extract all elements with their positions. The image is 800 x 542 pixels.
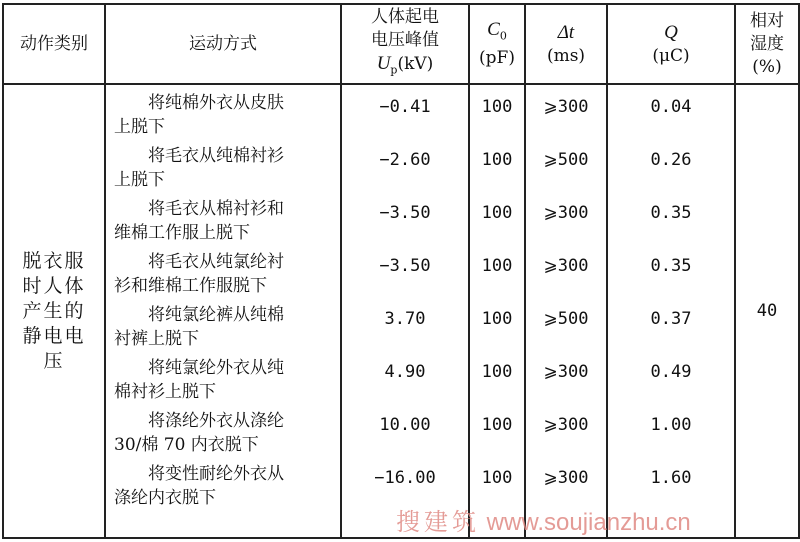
c0-value: 100: [481, 150, 513, 170]
c0-value: 100: [481, 309, 513, 329]
voltage-value: −16.00: [374, 468, 436, 488]
dt-value: ⩾300: [543, 468, 589, 488]
dt-value: ⩾300: [543, 203, 589, 223]
voltage-value: 4.90: [384, 362, 426, 382]
c0-value: 100: [481, 468, 513, 488]
motion-item: 将变性耐纶外衣从 涤纶内衣脱下: [114, 464, 284, 508]
header-voltage: 人体起电 电压峰值 $U_p(kV)$: [341, 4, 469, 84]
q-value: 1.60: [650, 468, 692, 488]
voltage-column: [341, 84, 469, 538]
motion-item: 将毛衣从纯棉衬衫 上脱下: [114, 146, 284, 190]
q-value: 0.49: [650, 362, 692, 382]
q-value: 0.37: [650, 309, 692, 329]
voltage-value: 10.00: [379, 415, 431, 435]
c0-value: 100: [481, 362, 513, 382]
motion-item: 将毛衣从棉衬衫和 维棉工作服上脱下: [114, 199, 284, 243]
q-value: 0.35: [650, 256, 692, 276]
watermark-url: www.soujianzhu.cn: [486, 509, 691, 536]
motion-item: 将涤纶外衣从涤纶 30/棉 70 内衣脱下: [114, 411, 284, 455]
watermark: [396, 502, 691, 537]
motion-item: 将纯氯纶外衣从纯 棉衬衫上脱下: [114, 358, 284, 402]
voltage-value: −3.50: [379, 256, 431, 276]
q-value: 0.26: [650, 150, 692, 170]
dt-value: ⩾500: [543, 150, 589, 170]
header-c0: $C_0$ (pF): [469, 4, 525, 84]
q-value: 1.00: [650, 415, 692, 435]
static-voltage-table: [2, 3, 800, 539]
header-q: Q (μC): [607, 4, 735, 84]
header-category: 动作类别: [3, 4, 105, 84]
motion-column: [105, 84, 341, 538]
watermark-cn: 搜建筑: [396, 509, 480, 536]
voltage-value: 3.70: [384, 309, 426, 329]
c0-value: 100: [481, 415, 513, 435]
header-humidity: 相对 湿度 (%): [735, 4, 799, 84]
voltage-value: −0.41: [379, 97, 431, 117]
motion-item: 将纯棉外衣从皮肤 上脱下: [114, 93, 284, 137]
q-value: 0.35: [650, 203, 692, 223]
header-dt: Δt (ms): [525, 4, 607, 84]
c0-value: 100: [481, 256, 513, 276]
dt-column: [525, 84, 607, 538]
voltage-value: −3.50: [379, 203, 431, 223]
q-value: 0.04: [650, 97, 692, 117]
motion-item: 将纯氯纶裤从纯棉 衬裤上脱下: [114, 305, 284, 349]
dt-value: ⩾300: [543, 362, 589, 382]
dt-value: ⩾500: [543, 309, 589, 329]
q-column: [607, 84, 735, 538]
dt-value: ⩾300: [543, 256, 589, 276]
c0-value: 100: [481, 97, 513, 117]
humidity-value: 40: [735, 84, 799, 538]
voltage-value: −2.60: [379, 150, 431, 170]
header-motion: 运动方式: [105, 4, 341, 84]
dt-value: ⩾300: [543, 97, 589, 117]
dt-value: ⩾300: [543, 415, 589, 435]
motion-item: 将毛衣从纯氯纶衬 衫和维棉工作服脱下: [114, 252, 284, 296]
category-cell: 脱衣服时人体产生的静电电压: [3, 84, 105, 538]
c0-column: [469, 84, 525, 538]
c0-value: 100: [481, 203, 513, 223]
